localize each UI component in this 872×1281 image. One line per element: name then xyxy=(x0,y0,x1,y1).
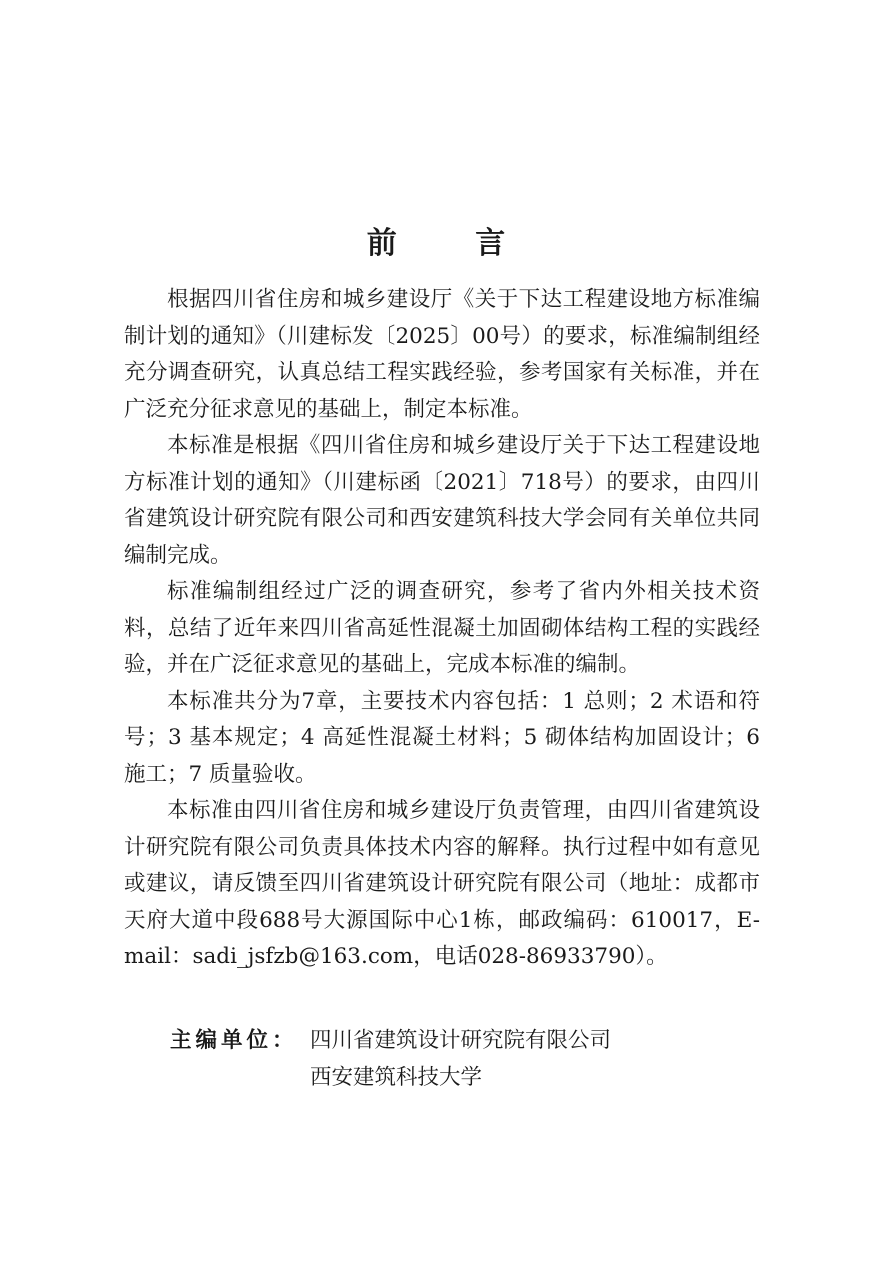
chief-editor-unit-2: 西安建筑科技大学 xyxy=(310,1064,483,1090)
preface-body xyxy=(124,282,760,976)
chief-editors-label-spacer xyxy=(170,1060,310,1097)
chief-editor-row-1 xyxy=(170,1023,611,1060)
paragraph-3: 标准编制组经过广泛的调查研究，参考了省内外相关技术资料，总结了近年来四川省高延性混凝土加固砌体结构工程的实践经验，并在广泛征求意见的基础上，完成本标准的编制。 xyxy=(124,579,760,677)
page-title: 前 言 xyxy=(366,226,540,261)
paragraph-2: 本标准是根据《四川省住房和城乡建设厅关于下达工程建设地方标准计划的通知》（川建标函〔2021〕718号）的要求，由四川省建筑设计研究院有限公司和西安建筑科技大学会同有关单位共同编制完成。 xyxy=(124,433,760,568)
chief-editors-label: 主编单位： xyxy=(170,1028,298,1053)
chief-editors-block xyxy=(170,1023,611,1096)
chief-editor-row-2 xyxy=(170,1060,611,1097)
paragraph-1: 根据四川省住房和城乡建设厅《关于下达工程建设地方标准编制计划的通知》（川建标发〔2025〕00号）的要求，标准编制组经充分调查研究，认真总结工程实践经验，参考国家有关标准，并在广泛充分征求意见的基础上，制定本标准。 xyxy=(124,287,760,422)
chief-editor-unit-1: 四川省建筑设计研究院有限公司 xyxy=(310,1028,612,1053)
paragraph-5: 本标准由四川省住房和城乡建设厅负责管理，由四川省建筑设计研究院有限公司负责具体技术内容的解释。执行过程中如有意见或建议，请反馈至四川省建筑设计研究院有限公司（地址：成都市天府大道中段688号大源国际中心1栋，邮政编码：610017，E-mail：sadi_jsfzb@163.com，电话028-86933790）。 xyxy=(124,798,760,969)
paragraph-4: 本标准共分为7章，主要技术内容包括：1 总则；2 术语和符号；3 基本规定；4 高延性混凝土材料；5 砌体结构加固设计；6 施工；7 质量验收。 xyxy=(124,688,760,787)
